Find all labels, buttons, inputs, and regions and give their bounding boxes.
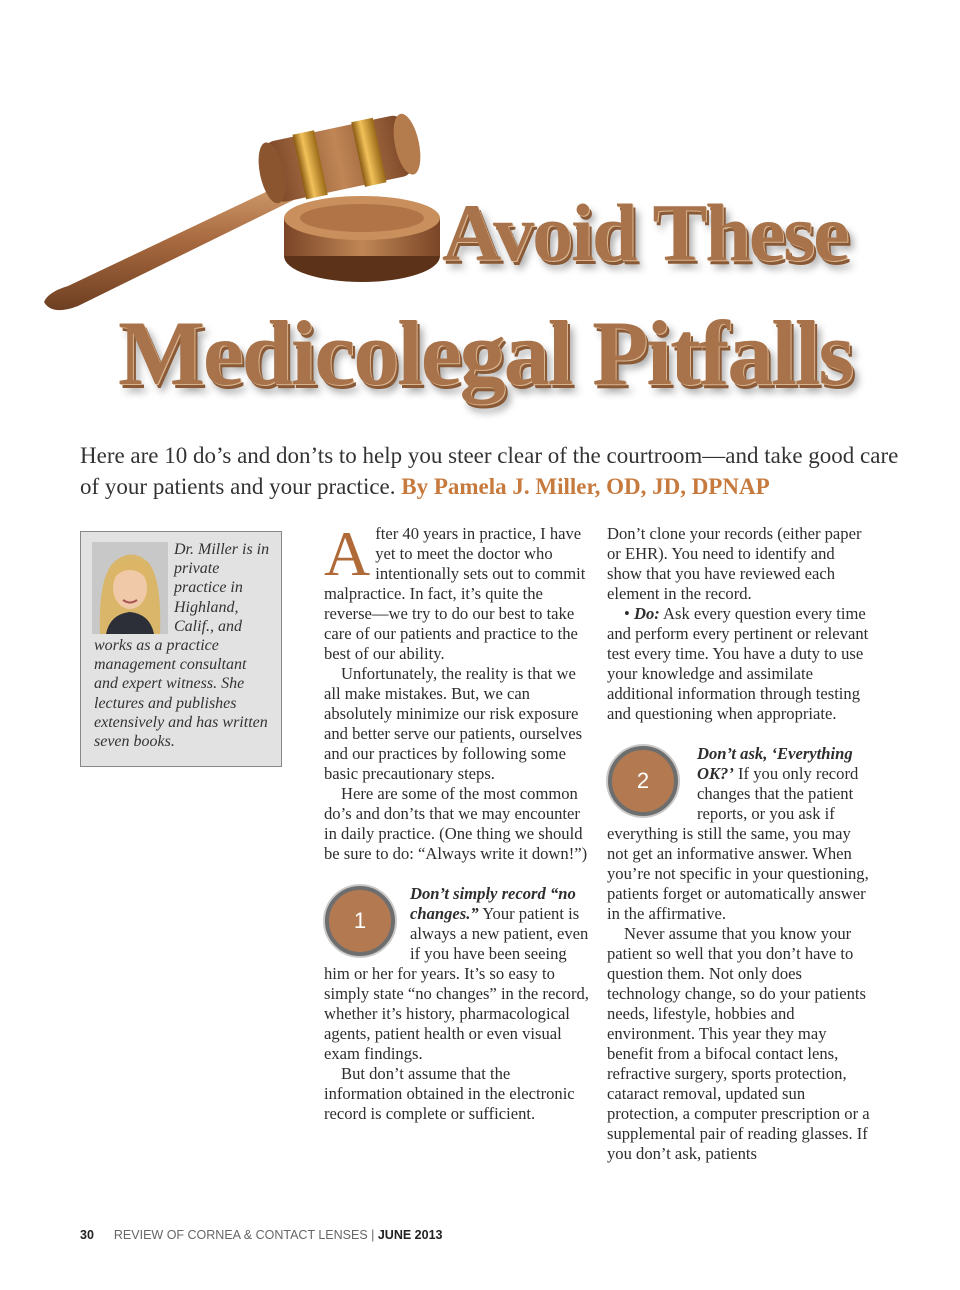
do-label: Do: [633, 604, 660, 623]
deck [80, 440, 900, 502]
paragraph: But don’t assume that the information obtained in the electronic record is complete or sufficient. [324, 1064, 575, 1123]
item-text: Your patient is always a new patient, even if you have been seeing him or her for years. It’s so easy to simply state “no changes” in the record, whether it’s history, pharmacological agents, patient health or even visual exam findings. [324, 904, 589, 1063]
paragraph [324, 518, 589, 664]
author-photo [92, 542, 168, 634]
do-text: Ask every question every time and perform every pertinent or relevant test every time. You have a duty to use your knowledge and assimilate additional information through testing and questioning when appropriate. [607, 604, 869, 723]
item-1 [324, 884, 589, 1064]
number-badge [607, 744, 697, 824]
author-bio-box [80, 531, 282, 767]
author-bio: Dr. Miller is in private practice in Highland, Calif., and works as a practice management consultant and expert witness. She lectures and publishes extensively and has written seven books. [94, 541, 270, 751]
drop-cap: A [324, 518, 371, 589]
gavel-icon [38, 106, 448, 318]
column-2 [607, 524, 872, 1164]
page-footer [80, 1228, 442, 1242]
paragraph: Don’t clone your records (either paper or EHR). You need to identify and show that you have reviewed each element in the record. [607, 524, 862, 603]
page-number: 30 [80, 1228, 94, 1242]
publication-name: REVIEW OF CORNEA & CONTACT LENSES | [113, 1228, 378, 1242]
title-line-2: Medicolegal Pitfalls [118, 302, 853, 404]
deck-text: Here are 10 do’s and don’ts to help you steer clear of the courtroom—and take good care of your patients and your practice. [80, 443, 899, 499]
paragraph: Never assume that you know your patient so well that you don’t have to question them. Not only does technology change, so do your patients needs, lifestyle, hobbies and environment. This year they may benefit from a bifocal contact lens, refractive surgery, sports protection, cataract removal, updated sun protection, a computer prescription or a supplemental pair of reading glasses. If you don’t ask, patients [607, 924, 870, 1163]
number-badge [324, 884, 410, 964]
paragraph: Unfortunately, the reality is that we all make mistakes. But, we can absolutely minimize our risk exposure and better serve our patients, ourselves and our practices by following some basic precautionary steps. [324, 664, 583, 783]
item-text: If you only record changes that the patient reports, or you ask if everything is still the same, you may not get an informative answer. When you’re not specific in your questioning, patients forget or automatically answer in the affirmative. [607, 764, 869, 923]
do-paragraph [607, 604, 872, 724]
issue-date: JUNE 2013 [377, 1228, 443, 1242]
column-1 [324, 518, 589, 1124]
item-heading: Don’t ask, ‘Everything OK?’ [697, 744, 853, 783]
badge-number: 2 [636, 768, 650, 793]
paragraph: Here are some of the most common do’s and don’ts that we may encounter in daily practice. (One thing we should be sure to do: “Always write it down!”) [324, 784, 588, 863]
bullet: • [624, 604, 630, 623]
byline: By Pamela J. Miller, OD, JD, DPNAP [401, 474, 770, 499]
item-2 [607, 744, 872, 924]
item-heading: Don’t simply record “no changes.” [410, 884, 576, 923]
title-line-1: Avoid These [442, 187, 848, 278]
badge-number: 1 [353, 908, 367, 933]
paragraph-text: fter 40 years in practice, I have yet to meet the doctor who intentionally sets out to commit malpractice. In fact, it’s quite the reverse—we try to do our best to take care of our patients and practice to the best of our ability. [324, 524, 586, 663]
